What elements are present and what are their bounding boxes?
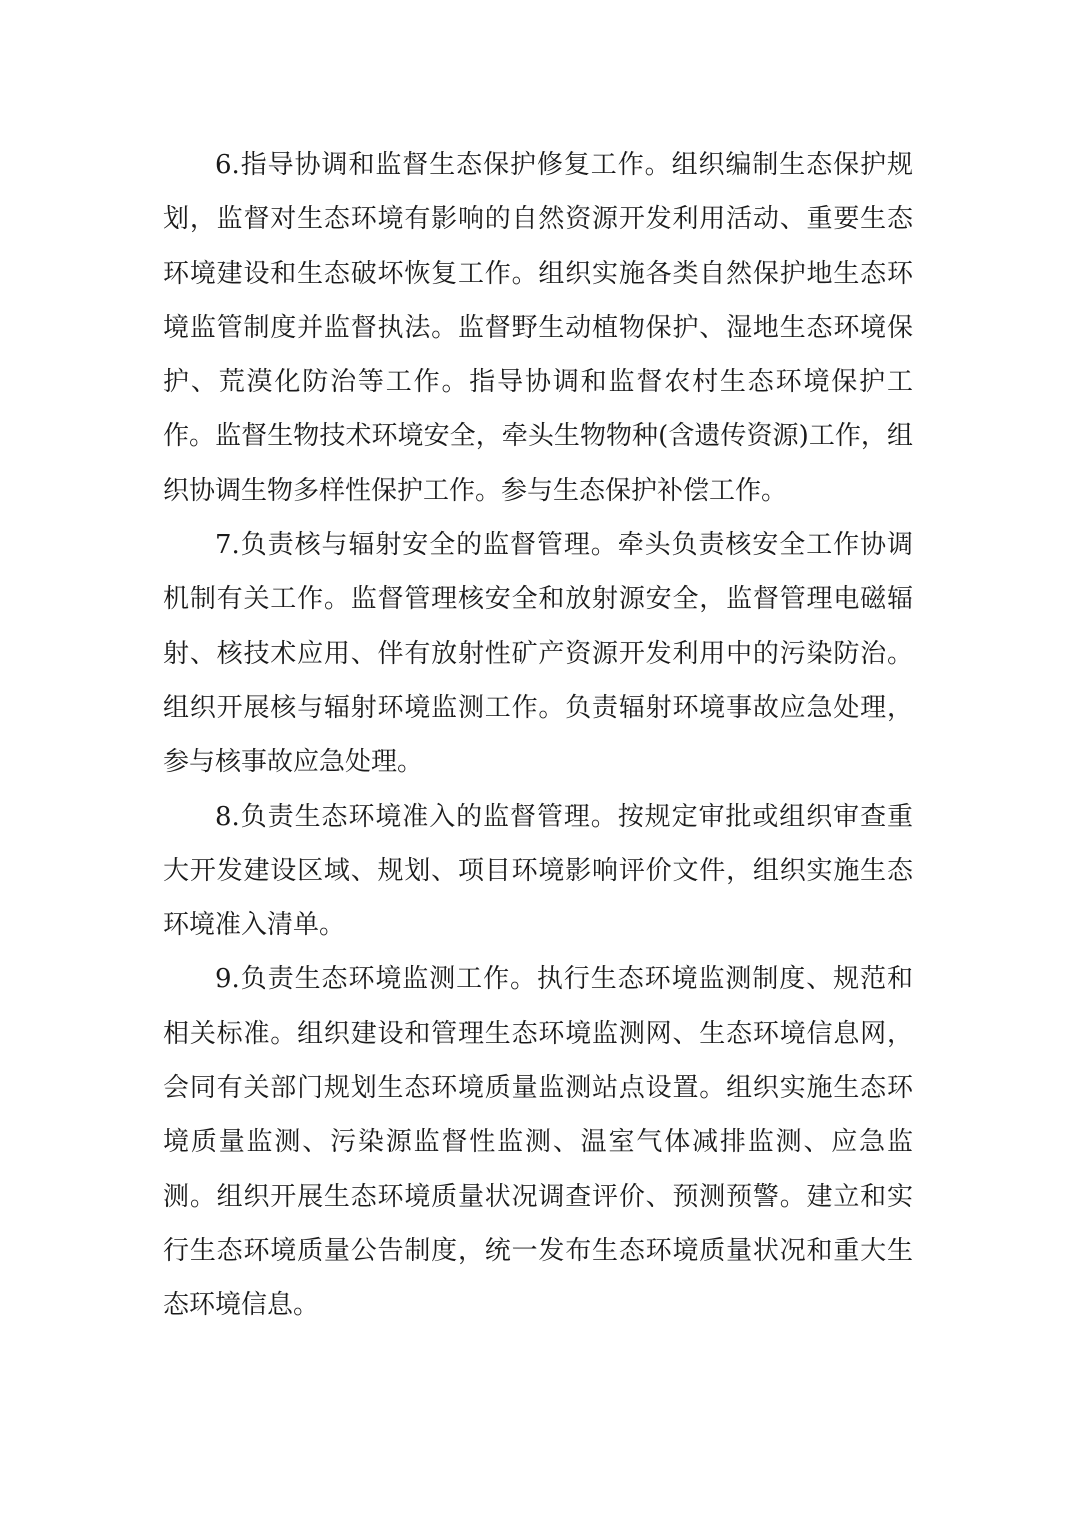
paragraph-8: 8.负责生态环境准入的监督管理。按规定审批或组织审查重大开发建设区域、规划、项目环境影响评价文件，组织实施生态环境准入清单。 bbox=[163, 801, 913, 941]
paragraph-7: 7.负责核与辐射安全的监督管理。牵头负责核安全工作协调机制有关工作。监督管理核安全和放射源安全，监督管理电磁辐射、核技术应用、伴有放射性矿产资源开发利用中的污染防治。组织开展核与辐射环境监测工作。负责辐射环境事故应急处理，参与核事故应急处理。 bbox=[163, 530, 913, 778]
paragraph-9: 9.负责生态环境监测工作。执行生态环境监测制度、规范和相关标准。组织建设和管理生态环境监测网、生态环境信息网，会同有关部门规划生态环境质量监测站点设置。组织实施生态环境质量监测、污染源监督性监测、温室气体减排监测、应急监测。组织开展生态环境质量状况调查评价、预测预警。建立和实行生态环境质量公告制度，统一发布生态环境质量状况和重大生态环境信息。 bbox=[163, 964, 913, 1321]
document-body bbox=[163, 138, 913, 1333]
paragraph-6: 6.指导协调和监督生态保护修复工作。组织编制生态保护规划，监督对生态环境有影响的自然资源开发利用活动、重要生态环境建设和生态破坏恢复工作。组织实施各类自然保护地生态环境监管制度并监督执法。监督野生动植物保护、湿地生态环境保护、荒漠化防治等工作。指导协调和监督农村生态环境保护工作。监督生物技术环境安全，牵头生物物种(含遗传资源)工作，组织协调生物多样性保护工作。参与生态保护补偿工作。 bbox=[163, 150, 913, 506]
